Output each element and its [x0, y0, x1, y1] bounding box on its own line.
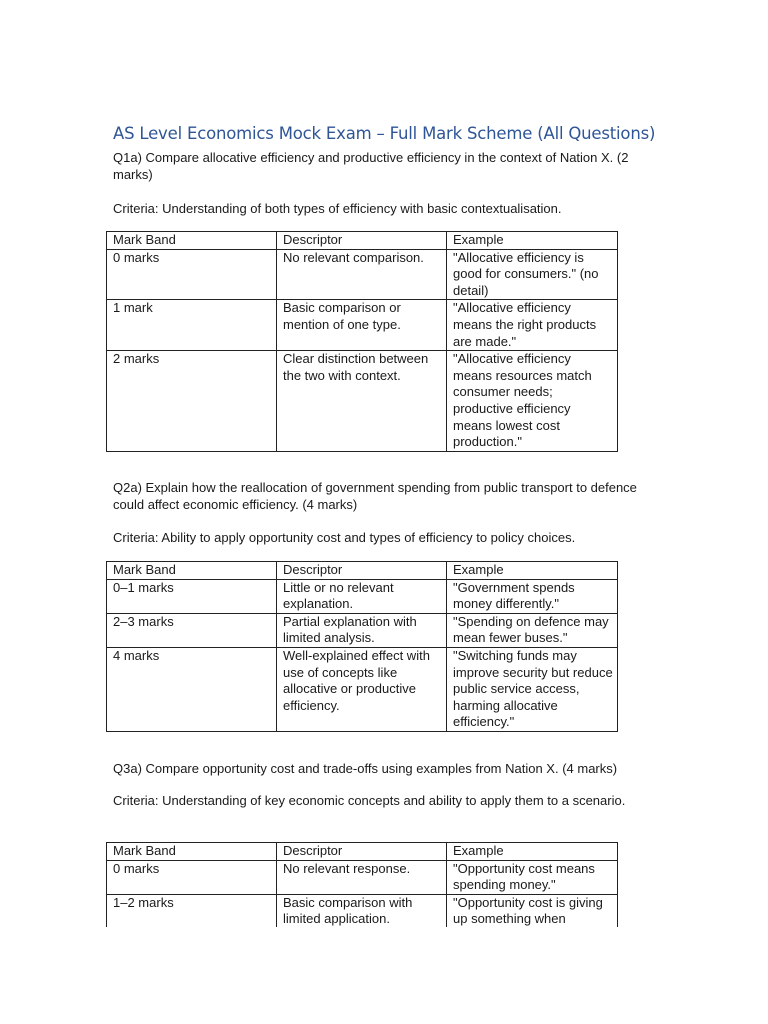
example-cell: "Government spends money differently."	[447, 579, 618, 613]
table-header-row	[107, 843, 618, 861]
header-descriptor: Descriptor	[277, 232, 447, 250]
q2-question: Q2a) Explain how the reallocation of government spending from public transport to defence could affect economic efficiency. (4 marks)	[113, 480, 637, 512]
example-cell: "Allocative efficiency means resources match consumer needs; productive efficiency means lowest cost production."	[447, 351, 618, 452]
example-cell: "Opportunity cost is giving up something when	[447, 894, 618, 927]
mark-band-cell: 2 marks	[107, 351, 277, 452]
mark-band-cell: 0–1 marks	[107, 579, 277, 613]
descriptor-cell: Well-explained effect with use of concepts like allocative or productive efficiency.	[277, 647, 447, 731]
mark-band-cell: 1 mark	[107, 300, 277, 351]
descriptor-cell: Partial explanation with limited analysis.	[277, 613, 447, 647]
table-row	[107, 300, 618, 351]
table-header-row	[107, 232, 618, 250]
descriptor-cell: Little or no relevant explanation.	[277, 579, 447, 613]
mark-band-cell: 2–3 marks	[107, 613, 277, 647]
example-cell: "Spending on defence may mean fewer buses."	[447, 613, 618, 647]
header-descriptor: Descriptor	[277, 843, 447, 861]
table-header-row	[107, 562, 618, 580]
q2-mark-table	[106, 561, 618, 732]
q3-criteria: Criteria: Understanding of key economic concepts and ability to apply them to a scenario.	[113, 793, 626, 808]
document-title: AS Level Economics Mock Exam – Full Mark Scheme (All Questions)	[113, 124, 656, 143]
descriptor-cell: Clear distinction between the two with context.	[277, 351, 447, 452]
header-example: Example	[447, 843, 618, 861]
descriptor-cell: No relevant response.	[277, 860, 447, 894]
table-row	[107, 249, 618, 300]
header-mark-band: Mark Band	[107, 843, 277, 861]
table-row	[107, 351, 618, 452]
table-row	[107, 860, 618, 894]
descriptor-cell: Basic comparison with limited application.	[277, 894, 447, 927]
q3-mark-table	[106, 842, 618, 927]
table-row	[107, 579, 618, 613]
q1-question: Q1a) Compare allocative efficiency and productive efficiency in the context of Nation X. (2 marks)	[113, 150, 629, 182]
mark-band-cell: 0 marks	[107, 249, 277, 300]
mark-band-cell: 0 marks	[107, 860, 277, 894]
table-row	[107, 613, 618, 647]
header-mark-band: Mark Band	[107, 232, 277, 250]
q1-mark-table	[106, 231, 618, 452]
header-mark-band: Mark Band	[107, 562, 277, 580]
header-example: Example	[447, 562, 618, 580]
example-cell: "Allocative efficiency is good for consumers." (no detail)	[447, 249, 618, 300]
descriptor-cell: No relevant comparison.	[277, 249, 447, 300]
descriptor-cell: Basic comparison or mention of one type.	[277, 300, 447, 351]
mark-band-cell: 1–2 marks	[107, 894, 277, 927]
example-cell: "Switching funds may improve security but reduce public service access, harming allocative efficiency."	[447, 647, 618, 731]
q1-criteria: Criteria: Understanding of both types of efficiency with basic contextualisation.	[113, 201, 562, 216]
table-row	[107, 647, 618, 731]
header-example: Example	[447, 232, 618, 250]
q2-criteria: Criteria: Ability to apply opportunity cost and types of efficiency to policy choices.	[113, 530, 576, 545]
header-descriptor: Descriptor	[277, 562, 447, 580]
example-cell: "Opportunity cost means spending money."	[447, 860, 618, 894]
example-cell: "Allocative efficiency means the right products are made."	[447, 300, 618, 351]
mark-band-cell: 4 marks	[107, 647, 277, 731]
q3-question: Q3a) Compare opportunity cost and trade-offs using examples from Nation X. (4 marks)	[113, 761, 618, 776]
table-row	[107, 894, 618, 927]
